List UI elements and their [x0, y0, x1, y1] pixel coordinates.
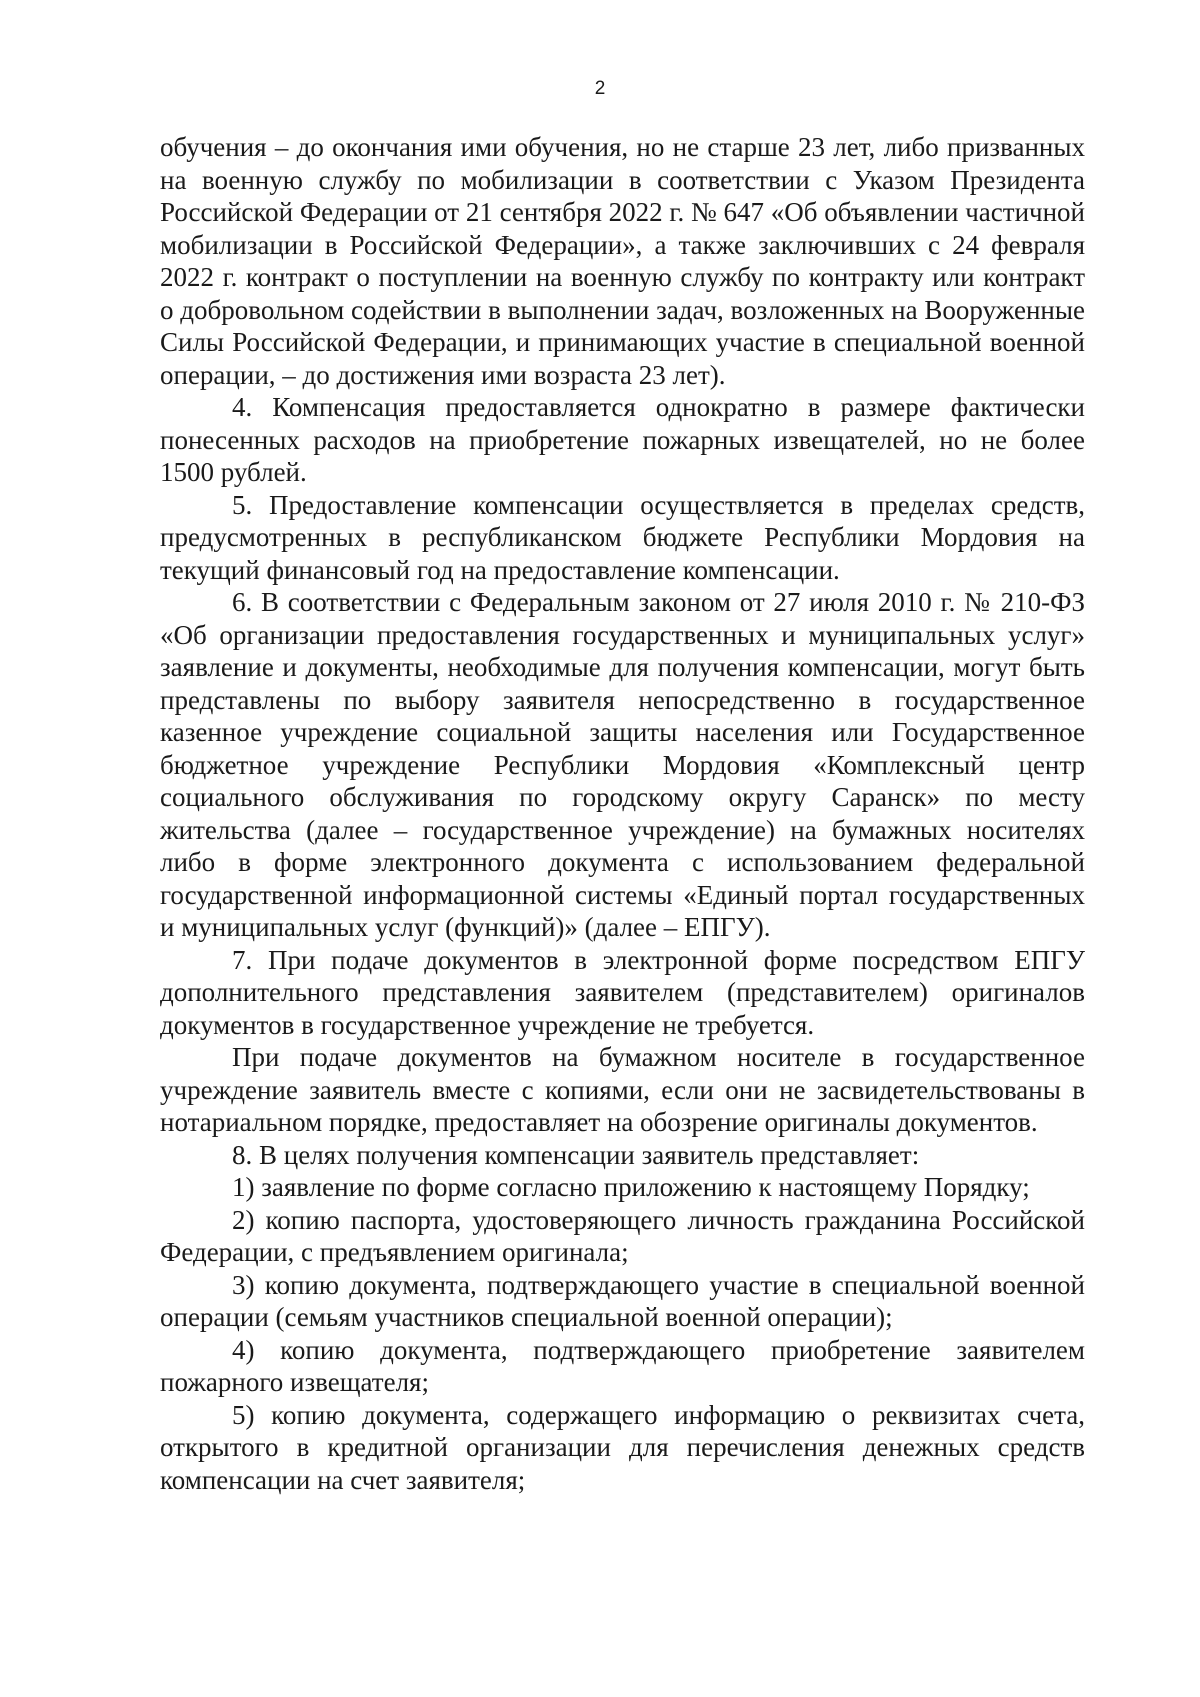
list-item-3: 3) копию документа, подтверждающего участие в специальной военной операции (семьям участников специальной военной операции); — [160, 1269, 1085, 1332]
list-item-5: 5) копию документа, содержащего информацию о реквизитах счета, открытого в кредитной организации для перечисления денежных средств компенсации на счет заявителя; — [160, 1399, 1085, 1495]
list-item-2: 2) копию паспорта, удостоверяющего личность гражданина Российской Федерации, с предъявлением оригинала; — [160, 1204, 1085, 1267]
paragraph-item-5: 5. Предоставление компенсации осуществляется в пределах средств, предусмотренных в республиканском бюджете Республики Мордовия на текущий финансовый год на предоставление компенсации. — [160, 489, 1085, 585]
paragraph-item-7: 7. При подаче документов в электронной форме посредством ЕПГУ дополнительного представления заявителем (представителем) оригиналов документов в государственное учреждение не требуется. — [160, 944, 1085, 1040]
paragraph-paper-submission: При подаче документов на бумажном носителе в государственное учреждение заявитель вместе с копиями, если они не засвидетельствованы в нотариальном порядке, предоставляет на обозрение оригиналы документов. — [160, 1042, 1085, 1137]
list-item-1: 1) заявление по форме согласно приложению к настоящему Порядку; — [232, 1172, 1030, 1202]
paragraph-item-8: 8. В целях получения компенсации заявитель представляет: — [232, 1139, 920, 1170]
document-body — [160, 131, 1085, 1496]
paragraph-item-6: 6. В соответствии с Федеральным законом от 27 июля 2010 г. № 210-ФЗ «Об организации предоставления государственных и муниципальных услуг» заявление и документы, необходимые для получения компенсации, могут быть представлены по выбору заявителя непосредственно в государственное казенное учреждение социальной защиты населения или Государственное бюджетное учреждение Республики Мордовия «Комплексный центр социального обслуживания по городскому округу Саранск» по месту жительства (далее – государственное учреждение) на бумажных носителях либо в форме электронного документа с использованием федеральной государственной информационной системы «Единый портал государственных и муниципальных услуг (функций)» (далее – ЕПГУ). — [160, 587, 1085, 942]
paragraph-continuation: обучения – до окончания ими обучения, но не старше 23 лет, либо призванных на военную службу по мобилизации в соответствии с Указом Президента Российской Федерации от 21 сентября 2022 г. № 647 «Об объявлении частичной мобилизации в Российской Федерации», а также заключивших с 24 февраля 2022 г. контракт о поступлении на военную службу по контракту или контракт о добровольном содействии в выполнении задач, возложенных на Вооруженные Силы Российской Федерации, и принимающих участие в специальной военной операции, – до достижения ими возраста 23 лет). — [160, 132, 1085, 390]
page-number: 2 — [594, 78, 606, 99]
paragraph-item-4: 4. Компенсация предоставляется однократно в размере фактически понесенных расходов на приобретение пожарных извещателей, но не более 1500 рублей. — [160, 392, 1085, 487]
list-item-4: 4) копию документа, подтверждающего приобретение заявителем пожарного извещателя; — [160, 1334, 1085, 1397]
